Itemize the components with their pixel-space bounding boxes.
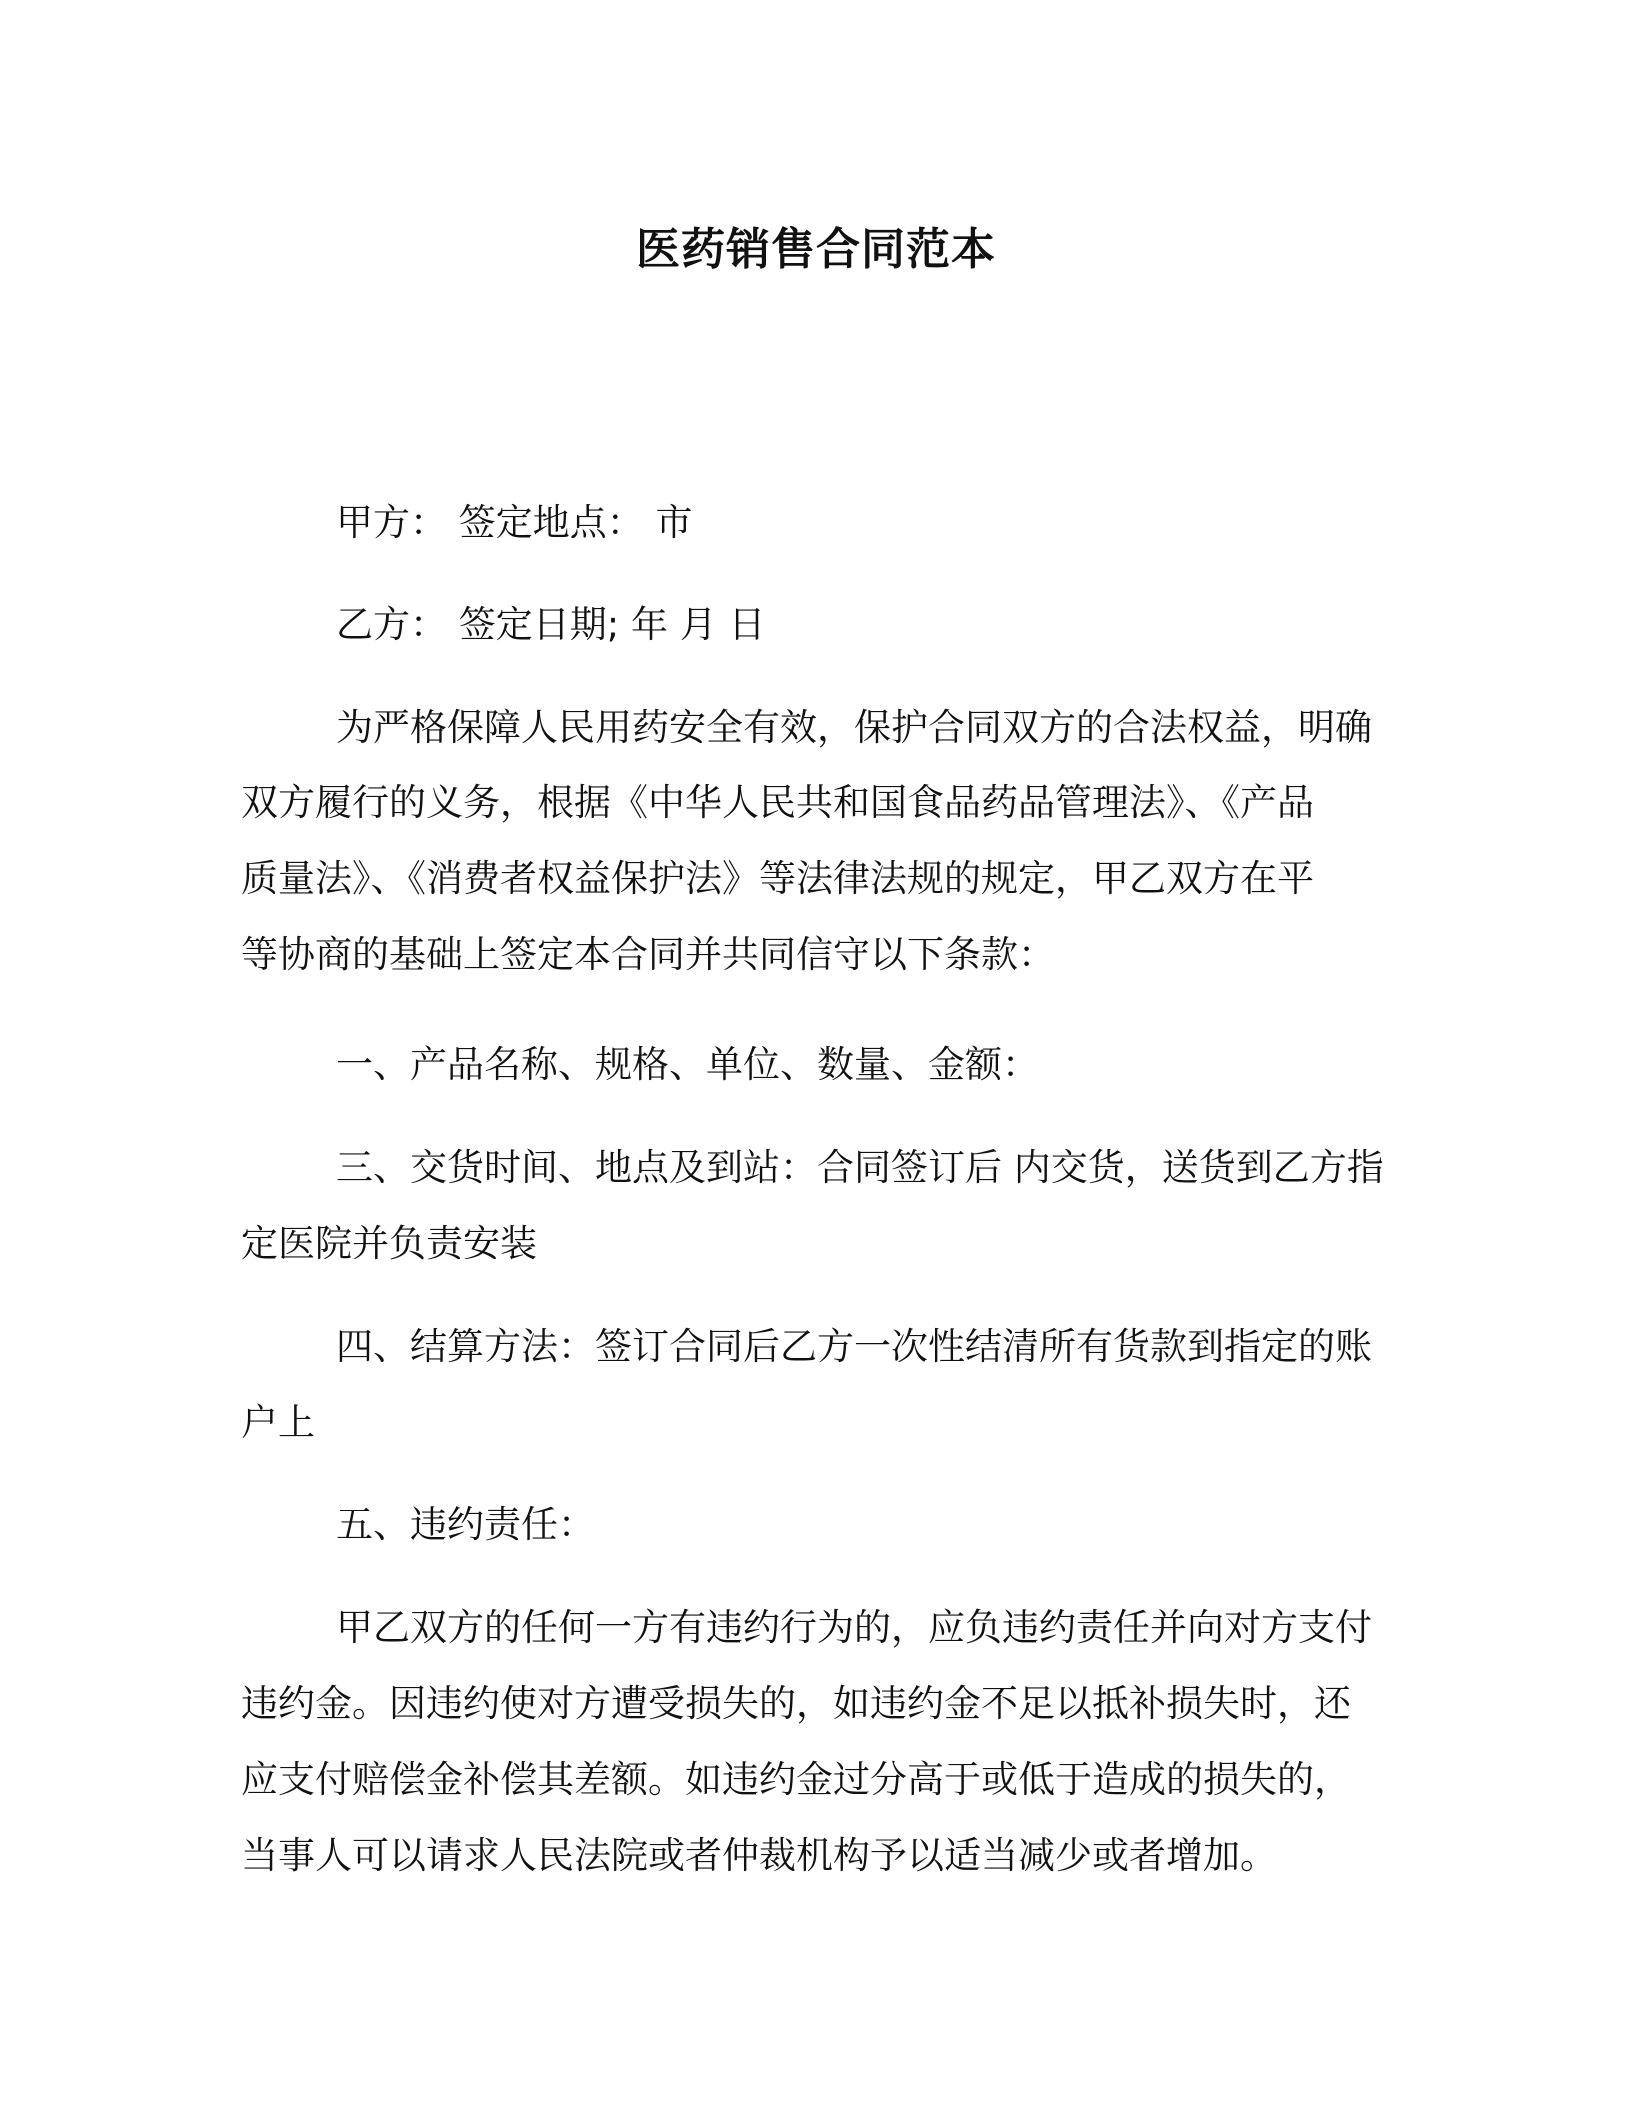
clause-3-line-1: 三、交货时间、地点及到站：合同签订后 内交货，送货到乙方指: [336, 1146, 1384, 1189]
party-b-line: 乙方： 签定日期; 年 月 日: [336, 603, 766, 646]
clause-5-body-line-1: 甲乙双方的任何一方有违约行为的，应负违约责任并向对方支付: [336, 1606, 1372, 1649]
preamble-line-4: 等协商的基础上签定本合同并共同信守以下条款：: [241, 933, 1055, 976]
party-a-line: 甲方： 签定地点： 市: [336, 501, 693, 544]
preamble-line-1: 为严格保障人民用药安全有效，保护合同双方的合法权益，明确: [336, 706, 1372, 749]
clause-5-body-line-4: 当事人可以请求人民法院或者仲裁机构予以适当减少或者增加。: [241, 1834, 1277, 1877]
preamble-line-2: 双方履行的义务，根据《中华人民共和国食品药品管理法》、《产品: [241, 781, 1314, 824]
clause-5-heading: 五、违约责任：: [336, 1503, 595, 1546]
clause-5-body-line-2: 违约金。因违约使对方遭受损失的，如违约金不足以抵补损失时，还: [241, 1682, 1351, 1725]
preamble-line-3: 质量法》、《消费者权益保护法》等法律法规的规定，甲乙双方在平: [241, 857, 1314, 900]
clause-3-line-2: 定医院并负责安装: [241, 1222, 537, 1265]
clause-1-heading: 一、产品名称、规格、单位、数量、金额：: [336, 1043, 1039, 1086]
clause-5-body-line-3: 应支付赔偿金补偿其差额。如违约金过分高于或低于造成的损失的，: [241, 1758, 1351, 1801]
document-title: 医药销售合同范本: [636, 224, 996, 275]
clause-4-line-1: 四、结算方法：签订合同后乙方一次性结清所有货款到指定的账: [336, 1325, 1372, 1368]
clause-4-line-2: 户上: [241, 1401, 315, 1444]
